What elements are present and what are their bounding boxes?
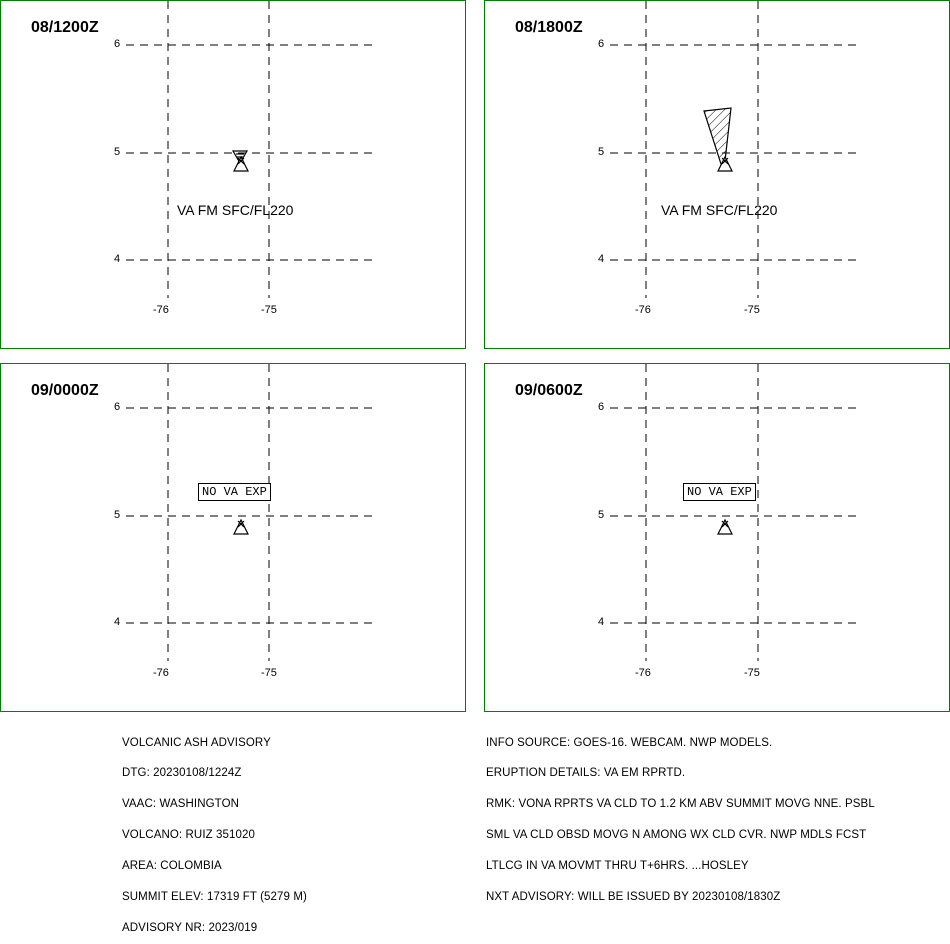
y-tick-label: 4 [114,253,121,265]
y-tick-label: 6 [598,401,605,413]
forecast-panel-1 [0,0,466,349]
x-tick-label: -76 [153,304,169,316]
y-tick-label: 5 [114,509,121,521]
y-tick-label: 4 [598,253,605,265]
volcano-triangle-icon [234,157,248,171]
volcano-triangle-icon [234,520,248,534]
panel-time-label: 09/0600Z [515,382,583,399]
forecast-panel-2 [484,0,950,349]
x-tick-label: -76 [153,667,169,679]
va-level-label: VA FM SFC/FL220 [661,202,778,218]
panel-time-label: 08/1800Z [515,19,583,36]
advisory-dtg: DTG: 20230108/1224Z [122,767,242,780]
y-tick-label: 5 [114,146,121,158]
forecast-panel-3 [0,363,466,712]
x-tick-label: -76 [635,304,651,316]
x-tick-label: -75 [744,304,760,316]
info-source: INFO SOURCE: GOES-16. WEBCAM. NWP MODELS. [486,736,773,749]
map-grid [1,1,466,349]
x-tick-label: -75 [744,667,760,679]
remarks-line-3: LTLCG IN VA MOVMT THRU T+6HRS. ...HOSLEY [486,860,749,873]
panel-time-label: 09/0000Z [31,382,99,399]
eruption-details: ERUPTION DETAILS: VA EM RPRTD. [486,767,686,780]
advisory-area: AREA: COLOMBIA [122,860,222,873]
advisory-info-block [486,717,875,913]
advisory-summit-elev: SUMMIT ELEV: 17319 FT (5279 M) [122,891,307,904]
x-tick-label: -75 [261,304,277,316]
no-va-label: NO VA EXP [198,483,271,501]
y-tick-label: 6 [598,38,605,50]
map-grid [485,364,950,712]
y-tick-label: 5 [598,146,605,158]
map-grid [485,1,950,349]
forecast-panel-4 [484,363,950,712]
advisory-title: VOLCANIC ASH ADVISORY [122,736,271,749]
no-va-label: NO VA EXP [683,483,756,501]
remarks-line-1: RMK: VONA RPRTS VA CLD TO 1.2 KM ABV SUMMIT MOVG NNE. PSBL [486,798,875,811]
remarks-line-2: SML VA CLD OBSD MOVG N AMONG WX CLD CVR. NWP MDLS FCST [486,829,867,842]
advisory-number: ADVISORY NR: 2023/019 [122,921,258,934]
y-tick-label: 4 [114,616,121,628]
x-tick-label: -76 [635,667,651,679]
panel-time-label: 08/1200Z [31,19,99,36]
y-tick-label: 6 [114,401,121,413]
advisory-volcano: VOLCANO: RUIZ 351020 [122,829,256,842]
next-advisory: NXT ADVISORY: WILL BE ISSUED BY 20230108/1830Z [486,891,781,904]
y-tick-label: 4 [598,616,605,628]
advisory-header-block [122,717,307,944]
advisory-vaac: VAAC: WASHINGTON [122,798,240,811]
volcano-triangle-icon [718,520,732,534]
y-tick-label: 6 [114,38,121,50]
va-level-label: VA FM SFC/FL220 [177,202,294,218]
x-tick-label: -75 [261,667,277,679]
y-tick-label: 5 [598,509,605,521]
map-grid [1,364,466,712]
ash-cloud-shape [704,108,731,164]
